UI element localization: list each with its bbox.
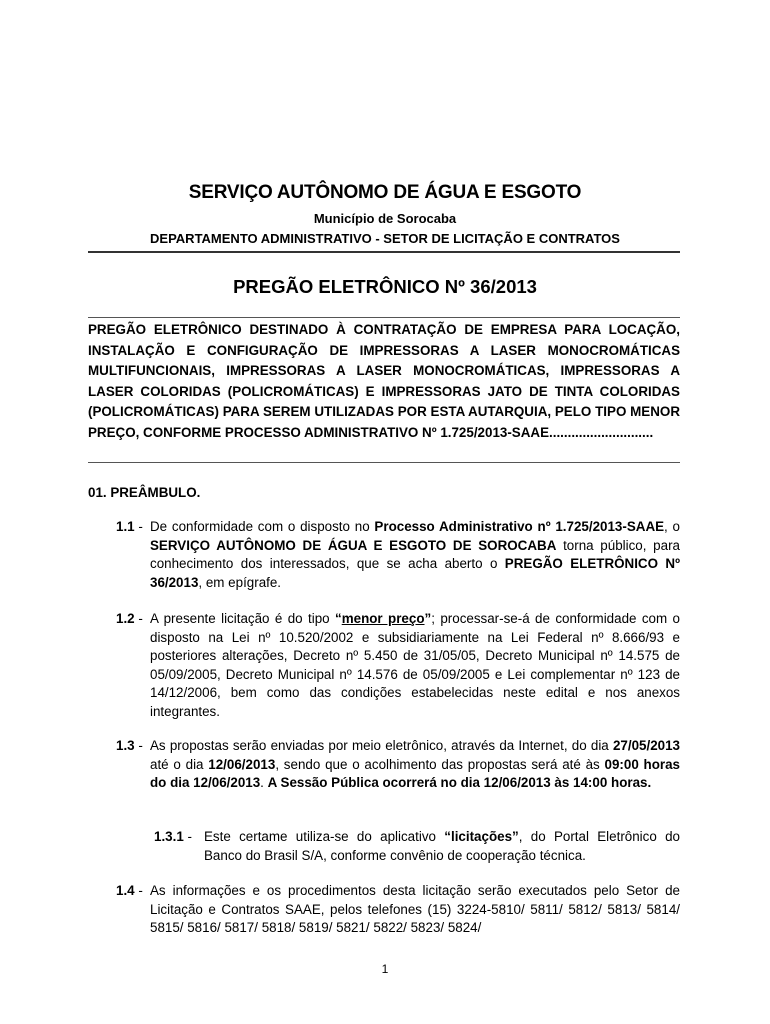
clause-1-3-1 [88, 828, 680, 865]
clause-number: 1.1 - [116, 519, 143, 534]
clause-text: As propostas serão enviadas por meio eletrônico, através da Internet, do dia 27/05/2013 até o dia 12/06/2013, sendo que o acolhimento das propostas será até às 09:00 horas do dia 12/06/2013. A Sessão Pública ocorrerá no dia 12/06/2013 às 14:00 horas. [150, 738, 681, 791]
municipality-name: Município de Sorocaba [313, 211, 457, 226]
clause-text: As informações e os procedimentos desta licitação serão executados pelo Setor de Licitação e Contratos SAAE, pelos telefones (15) 3224-5810/ 5811/ 5812/ 5813/ 5814/ 5815/ 5816/ 5817/ 5818/ 5819/ 5821/ 5822/ 5823/ 5824/ [150, 883, 680, 936]
clause-1-4 [88, 882, 680, 938]
section-heading: 01. PREÂMBULO. [88, 485, 201, 500]
clause-number: 1.2 - [116, 611, 143, 626]
objeto-paragraph: PREGÃO ELETRÔNICO DESTINADO À CONTRATAÇÃO DE EMPRESA PARA LOCAÇÃO, INSTALAÇÃO E CONFIGURAÇÃO DE IMPRESSORAS A LASER MONOCROMÁTICAS MULTIFUNCIONAIS, IMPRESSORAS A LASER MONOCROMÁTICAS, IMPRESSORAS A LASER COLORIDAS (POLICROMÁTICAS) E IMPRESSORAS JATO DE TINTA COLORIDAS (POLICROMÁTICAS) PARA SEREM UTILIZADAS POR ESTA AUTARQUIA, PELO TIPO MENOR PREÇO, CONFORME PROCESSO ADMINISTRATIVO Nº 1.725/2013-SAAE............................ [88, 322, 680, 440]
department-name: DEPARTAMENTO ADMINISTRATIVO - SETOR DE LICITAÇÃO E CONTRATOS [150, 231, 620, 246]
clause-number: 1.4 - [116, 883, 143, 898]
clause-1-2 [88, 610, 680, 722]
clause-1-3 [88, 737, 680, 793]
clause-1-1 [88, 518, 680, 592]
clause-number: 1.3.1 - [154, 829, 192, 844]
clause-text: De conformidade com o disposto no Processo Administrativo nº 1.725/2013-SAAE, o SERVIÇO AUTÔNOMO DE ÁGUA E ESGOTO DE SOROCABA torna público, para conhecimento dos interessados, que se acha aberto o PREGÃO ELETRÔNICO Nº 36/2013, em epígrafe. [150, 519, 680, 590]
organization-name: SERVIÇO AUTÔNOMO DE ÁGUA E ESGOTO [188, 182, 582, 203]
header-divider [88, 251, 680, 253]
document-title: PREGÃO ELETRÔNICO Nº 36/2013 [233, 276, 537, 297]
objeto-top-divider [88, 317, 680, 318]
clause-text: A presente licitação é do tipo “menor preço”; processar-se-á de conformidade com o disposto na Lei nº 10.520/2002 e subsidiariamente na Lei Federal nº 8.666/93 e posteriores alterações, Decreto nº 5.450 de 31/05/05, Decreto Municipal nº 14.575 de 05/09/2005, Decreto Municipal nº 14.576 de 05/09/2005 e Lei complementar nº 123 de 14/12/2006, bem como das condições estabelecidas neste edital e nos anexos integrantes. [150, 611, 681, 719]
objeto-bottom-divider [88, 462, 680, 463]
page-number: 1 [381, 962, 389, 976]
clause-number: 1.3 - [116, 738, 143, 753]
clause-text: Este certame utiliza-se do aplicativo “licitações”, do Portal Eletrônico do Banco do Brasil S/A, conforme convênio de cooperação técnica. [204, 829, 680, 863]
